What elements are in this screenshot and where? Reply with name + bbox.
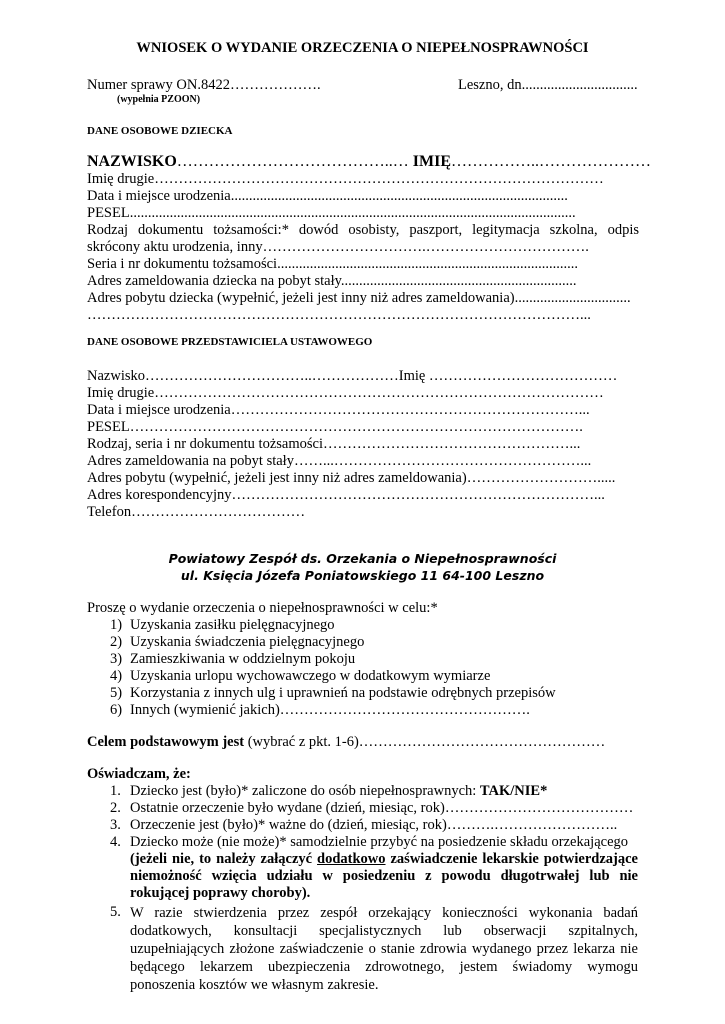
- declaration-item-5-line: uzupełniających złożone zaświadczenie o stanie zdrowia wydanego przez lekarza nie: [130, 941, 638, 957]
- rep-doc: Rodzaj, seria i nr dokumentu tożsamości……………………………………………...: [87, 436, 581, 452]
- case-number: Numer sprawy ON.8422……………….: [87, 77, 321, 93]
- declaration-item-4-line4: rokującej poprawy choroby).: [130, 885, 311, 901]
- rep-registered-address: Adres zameldowania na pobyt stały……...……………………………………………...: [87, 453, 592, 469]
- surname-dots: …………………………………..…: [176, 153, 409, 170]
- child-pesel: PESEL...........................................................................................................................: [87, 205, 576, 221]
- list-number: 3): [110, 651, 123, 667]
- declaration-number: 5.: [110, 904, 121, 920]
- request-item: Uzyskania zasiłku pielęgnacyjnego: [130, 617, 335, 633]
- fill-note: (wypełnia PZOON): [117, 94, 201, 105]
- request-intro: Proszę o wydanie orzeczenia o niepełnosprawności w celu:*: [87, 600, 438, 616]
- declaration-item-1-text: Dziecko jest (było)* zaliczone do osób niepełnosprawnych:: [130, 783, 480, 799]
- declaration-item-5-line: będącego lekarzem ubezpieczenia zdrowotnego, jestem świadomy wymogu: [130, 959, 638, 975]
- declaration-item-5-line: W razie stwierdzenia przez zespół orzekający konieczności wykonania badań: [130, 905, 638, 921]
- declaration-item-5: [130, 904, 638, 994]
- certificate-text: zaświadczenie lekarskie potwierdzające: [385, 851, 638, 867]
- child-birth: Data i miejsce urodzenia.............................................................................................: [87, 188, 568, 204]
- surname-label: NAZWISKO: [87, 153, 177, 170]
- rep-correspondence-address: Adres korespondencyjny…………………………………………………………………...: [87, 487, 605, 503]
- list-number: 2): [110, 634, 123, 650]
- list-number: 5): [110, 685, 123, 701]
- child-doc-number: Seria i nr dokumentu tożsamości...................................................................................: [87, 256, 578, 272]
- declaration-item-1-choice: TAK/NIE*: [479, 783, 548, 799]
- request-item: Zamieszkiwania w oddzielnym pokoju: [130, 651, 356, 667]
- child-section-heading: DANE OSOBOWE DZIECKA: [87, 125, 233, 137]
- form-title: WNIOSEK O WYDANIE ORZECZENIA O NIEPEŁNOSPRAWNOŚCI: [136, 40, 589, 56]
- child-residence-dots: …………………………………………………………………………………………...: [87, 307, 591, 323]
- rep-residence-address: Adres pobytu (wypełnić, jeżeli jest inny niż adres zameldowania)……………………….....: [87, 470, 616, 486]
- child-surname-line: [87, 153, 651, 171]
- declaration-number: 2.: [110, 800, 121, 816]
- declaration-item-5-line: dodatkowych, konsultacji specjalistycznych lub obserwacji szpitalnych,: [130, 923, 638, 939]
- primary-goal-text: (wybrać z pkt. 1-6)……………………………………………: [244, 734, 606, 750]
- primary-goal-line: [87, 734, 605, 751]
- attach-text: (jeżeli nie, to należy załączyć: [130, 851, 318, 867]
- declaration-heading: Oświadczam, że:: [87, 766, 191, 782]
- office-address: ul. Księcia Józefa Poniatowskiego 11 64-100 Leszno: [180, 568, 545, 583]
- declaration-item-1: [130, 783, 547, 800]
- office-name: Powiatowy Zespół ds. Orzekania o Niepełnosprawności: [168, 551, 557, 566]
- list-number: 4): [110, 668, 123, 684]
- rep-birth: Data i miejsce urodzenia………………………………………………………………...: [87, 402, 590, 418]
- child-doc-type: Rodzaj dokumentu tożsamości:* dowód osobisty, paszport, legitymacja szkolna, odpis: [87, 222, 639, 238]
- rep-second-name: Imię drugie…………………………………………………………………………………: [87, 385, 604, 401]
- rep-name-line: Nazwisko……………………………..………………Imię …………………………………: [87, 368, 618, 384]
- declaration-item-3: Orzeczenie jest (było)* ważne do (dzień, miesiąc, rok)……….……………………..: [130, 817, 618, 833]
- place-date: Leszno, dn................................: [458, 77, 638, 93]
- list-number: 1): [110, 617, 123, 633]
- rep-phone: Telefon………………………………: [87, 504, 306, 520]
- additionally-text: dodatkowo: [317, 851, 386, 867]
- child-doc-type-cont: skrócony aktu urodzenia, inny…………………………….…………………………….: [87, 239, 589, 255]
- representative-section-heading: DANE OSOBOWE PRZEDSTAWICIELA USTAWOWEGO: [87, 336, 373, 348]
- request-item: Korzystania z innych ulg i uprawnień na podstawie odrębnych przepisów: [130, 685, 556, 701]
- declaration-number: 1.: [110, 783, 121, 799]
- declaration-item-5-line: ponoszenia kosztów we własnym zakresie.: [130, 977, 379, 993]
- child-second-name: Imię drugie…………………………………………………………………………………: [87, 171, 604, 187]
- name-dots: ……………..…………………: [451, 153, 652, 170]
- name-label: IMIĘ: [412, 153, 452, 170]
- declaration-item-4-line2: [130, 851, 638, 868]
- declaration-item-2: Ostatnie orzeczenie było wydane (dzień, miesiąc, rok)…………………………………: [130, 800, 634, 816]
- request-item: Innych (wymienić jakich)…………………………………………….: [130, 702, 530, 718]
- child-registered-address: Adres zameldowania dziecka na pobyt stały.................................................................: [87, 273, 577, 289]
- rep-pesel: PESEL………………………………………………………………………………….: [87, 419, 583, 435]
- list-number: 6): [110, 702, 123, 718]
- child-residence-address: Adres pobytu dziecka (wypełnić, jeżeli jest inny niż adres zameldowania)................................: [87, 290, 631, 306]
- primary-goal-label: Celem podstawowym jest: [87, 734, 245, 750]
- request-item: Uzyskania urlopu wychowawczego w dodatkowym wymiarze: [130, 668, 491, 684]
- declaration-item-4-line1: Dziecko może (nie może)* samodzielnie przybyć na posiedzenie składu orzekającego: [130, 834, 629, 850]
- request-item: Uzyskania świadczenia pielęgnacyjnego: [130, 634, 365, 650]
- declaration-item-4-line3: niemożność wzięcia udziału w posiedzeniu z powodu długotrwałej lub nie: [130, 868, 638, 884]
- declaration-number: 3.: [110, 817, 121, 833]
- declaration-number: 4.: [110, 834, 121, 850]
